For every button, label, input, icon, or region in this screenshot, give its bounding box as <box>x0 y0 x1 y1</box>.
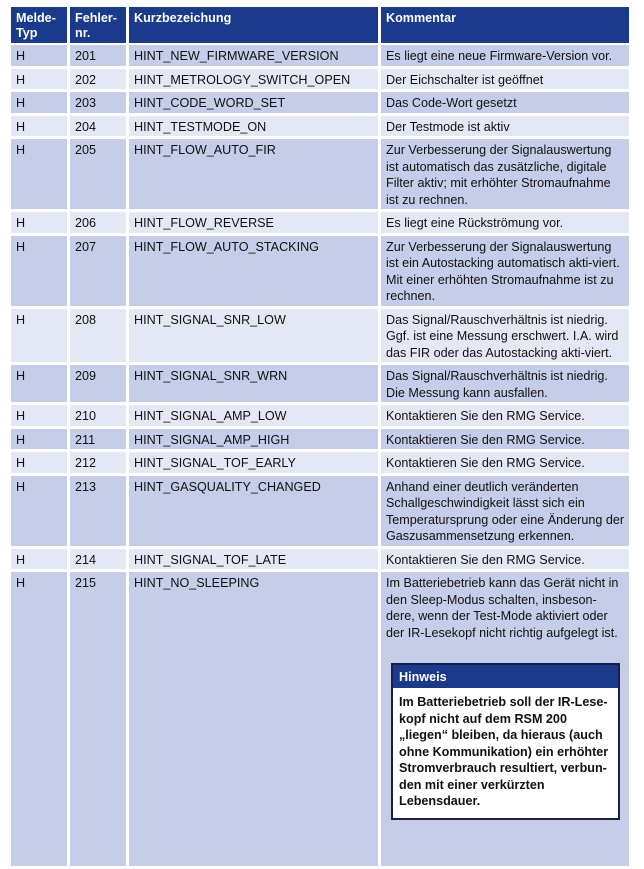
cell-comment: Kontaktieren Sie den RMG Service. <box>381 452 629 473</box>
cell-name: HINT_METROLOGY_SWITCH_OPEN <box>129 69 378 90</box>
cell-typ: H <box>11 452 67 473</box>
cell-typ: H <box>11 429 67 450</box>
cell-name: HINT_SIGNAL_TOF_EARLY <box>129 452 378 473</box>
cell-nr: 210 <box>70 405 126 426</box>
cell-nr: 205 <box>70 139 126 209</box>
cell-typ: H <box>11 309 67 363</box>
cell-comment: Es liegt eine neue Firmware-Version vor. <box>381 45 629 66</box>
cell-typ: H <box>11 405 67 426</box>
cell-nr: 204 <box>70 116 126 137</box>
table-row <box>11 309 632 363</box>
cell-name: HINT_FLOW_AUTO_STACKING <box>129 236 378 306</box>
cell-nr: 203 <box>70 92 126 113</box>
cell-nr: 215 <box>70 572 126 866</box>
cell-typ: H <box>11 476 67 546</box>
cell-name: HINT_SIGNAL_TOF_LATE <box>129 549 378 570</box>
cell-nr: 201 <box>70 45 126 66</box>
cell-nr: 214 <box>70 549 126 570</box>
cell-name: HINT_GASQUALITY_CHANGED <box>129 476 378 546</box>
table-header <box>11 7 632 43</box>
cell-typ: H <box>11 139 67 209</box>
header-nr: Fehler-nr. <box>70 7 126 43</box>
cell-nr: 213 <box>70 476 126 546</box>
cell-nr: 207 <box>70 236 126 306</box>
cell-comment: Das Signal/Rauschverhältnis ist niedrig. Die Messung kann ausfallen. <box>381 365 629 402</box>
cell-name: HINT_SIGNAL_SNR_LOW <box>129 309 378 363</box>
cell-comment: Zur Verbesserung der Signalauswertung ist ein Autostacking automatisch akti-viert. Mit einer erhöhten Stromaufnahme ist zu rechnen. <box>381 236 629 306</box>
cell-nr: 208 <box>70 309 126 363</box>
cell-comment: Kontaktieren Sie den RMG Service. <box>381 549 629 570</box>
table-row <box>11 139 632 209</box>
cell-typ: H <box>11 116 67 137</box>
cell-name: HINT_NEW_FIRMWARE_VERSION <box>129 45 378 66</box>
cell-nr: 211 <box>70 429 126 450</box>
error-table <box>11 7 632 869</box>
cell-typ: H <box>11 45 67 66</box>
cell-comment: Es liegt eine Rückströmung vor. <box>381 212 629 233</box>
table-row <box>11 116 632 137</box>
cell-typ: H <box>11 92 67 113</box>
cell-typ: H <box>11 69 67 90</box>
cell-comment: Das Signal/Rauschverhältnis ist niedrig. Ggf. ist eine Messung erschwert. I.A. wird das FIR oder das Autostacking akti-viert. <box>381 309 629 363</box>
cell-name: HINT_SIGNAL_SNR_WRN <box>129 365 378 402</box>
table-row <box>11 549 632 570</box>
cell-comment: Das Code-Wort gesetzt <box>381 92 629 113</box>
cell-comment: Kontaktieren Sie den RMG Service. <box>381 405 629 426</box>
header-comment: Kommentar <box>381 7 629 43</box>
table-row <box>11 452 632 473</box>
cell-name: HINT_FLOW_AUTO_FIR <box>129 139 378 209</box>
cell-name: HINT_SIGNAL_AMP_HIGH <box>129 429 378 450</box>
table-row <box>11 476 632 546</box>
cell-name: HINT_TESTMODE_ON <box>129 116 378 137</box>
cell-typ: H <box>11 236 67 306</box>
cell-name: HINT_SIGNAL_AMP_LOW <box>129 405 378 426</box>
table-row <box>11 212 632 233</box>
table-row <box>11 572 632 866</box>
table-row <box>11 69 632 90</box>
cell-comment: Anhand einer deutlich veränderten Schallgeschwindigkeit lässt sich ein Temperatursprung oder eine Änderung der Gaszusammensetzung erkennen. <box>381 476 629 546</box>
cell-comment: Der Testmode ist aktiv <box>381 116 629 137</box>
cell-nr: 212 <box>70 452 126 473</box>
cell-typ: H <box>11 212 67 233</box>
hinweis-box <box>391 663 620 820</box>
cell-name: HINT_FLOW_REVERSE <box>129 212 378 233</box>
hinweis-text: Im Batteriebetrieb soll der IR-Lese-kopf nicht auf dem RSM 200 „liegen“ bleiben, da hieraus (auch ohne Kommunikation) ein erhöhter Stromverbrauch resultiert, verbun-den mit einer verkürzten Lebensdauer. <box>399 695 609 808</box>
cell-typ: H <box>11 549 67 570</box>
cell-nr: 202 <box>70 69 126 90</box>
cell-comment: Im Batteriebetrieb kann das Gerät nicht in den Sleep-Modus schalten, insbeson-dere, wenn der Test-Mode aktiviert oder der IR-Lesekopf nicht richtig aufgelegt ist. <box>386 576 619 640</box>
table-row <box>11 365 632 402</box>
cell-name: HINT_NO_SLEEPING <box>129 572 378 866</box>
cell-nr: 206 <box>70 212 126 233</box>
table-row <box>11 236 632 306</box>
table-row <box>11 45 632 66</box>
hinweis-title: Hinweis <box>393 665 618 688</box>
cell-comment-with-note <box>381 572 629 866</box>
cell-comment: Zur Verbesserung der Signalauswertung ist automatisch das zusätzliche, digitale Filter aktiv; mit erhöhter Stromaufnahme ist zu rechnen. <box>381 139 629 209</box>
cell-comment: Der Eichschalter ist geöffnet <box>381 69 629 90</box>
header-typ: Melde-Typ <box>11 7 67 43</box>
cell-comment: Kontaktieren Sie den RMG Service. <box>381 429 629 450</box>
cell-typ: H <box>11 365 67 402</box>
table-row <box>11 92 632 113</box>
header-name: Kurzbezeichung <box>129 7 378 43</box>
cell-typ: H <box>11 572 67 866</box>
cell-nr: 209 <box>70 365 126 402</box>
table-row <box>11 405 632 426</box>
cell-name: HINT_CODE_WORD_SET <box>129 92 378 113</box>
table-row <box>11 429 632 450</box>
